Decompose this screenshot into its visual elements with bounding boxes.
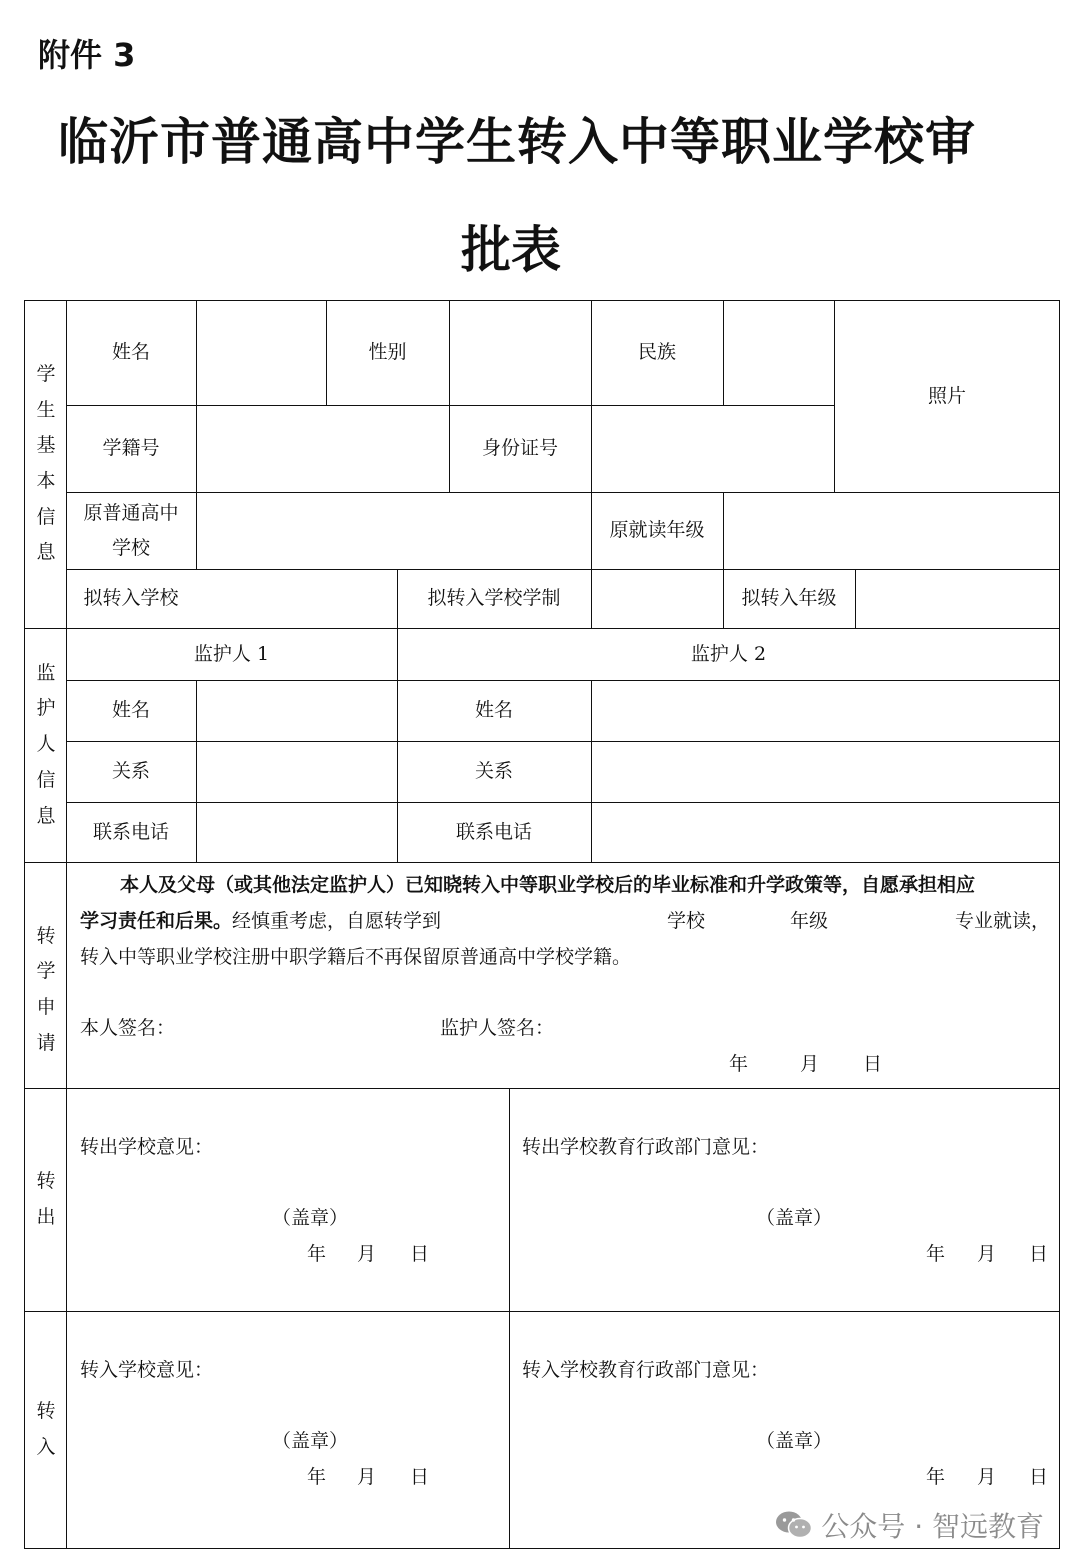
guardian1-phone-label: 联系电话 (92, 820, 169, 843)
guardian1-header: 监护人 1 (193, 642, 270, 665)
watermark-text: 公众号 · 智远教育 (821, 1510, 1044, 1543)
watermark (775, 1505, 1044, 1545)
original-school-field[interactable] (196, 492, 591, 569)
photo-box[interactable]: 照片 (927, 384, 966, 407)
guardian1-relation-label: 关系 (111, 760, 150, 783)
application-school-word: 学校 (667, 910, 706, 932)
application-date-month: 月 (800, 1053, 820, 1075)
application-statement-line1: 本人及父母（或其他法定监护人）已知晓转入中等职业学校后的毕业标准和升学政策等，自愿承担相应 (120, 874, 976, 896)
guardian2-name-label: 姓名 (474, 699, 513, 722)
application-statement-line3: 转入中等职业学校注册中职学籍后不再保留原普通高中学校学籍。 (80, 946, 632, 968)
out-school-date-day: 日 (410, 1243, 430, 1265)
guardian1-name-label: 姓名 (111, 699, 150, 722)
guardian1-name-field[interactable] (196, 680, 397, 741)
original-grade-label: 原就读年级 (609, 519, 705, 542)
application-statement-line2: 学习责任和后果。经慎重考虑，自愿转学到 (80, 910, 442, 932)
in-dept-date-month: 月 (977, 1466, 997, 1488)
gender-label: 性别 (368, 341, 407, 364)
out-school-date-year: 年 (307, 1243, 327, 1265)
guardian2-relation-field[interactable] (591, 741, 1060, 802)
out-dept-date-year: 年 (926, 1243, 946, 1265)
in-school-opinion-label: 转入学校意见： (80, 1359, 214, 1381)
in-dept-date-year: 年 (926, 1466, 946, 1488)
guardian2-phone-label: 联系电话 (455, 820, 532, 843)
student-id-label: 学籍号 (102, 437, 160, 460)
transfer-out-side-label: 转 出 (36, 1169, 56, 1228)
target-school-system-field[interactable] (591, 569, 723, 628)
student-id-field[interactable] (196, 405, 449, 492)
in-dept-date-day: 日 (1029, 1466, 1049, 1488)
out-dept-date-month: 月 (977, 1243, 997, 1265)
original-school-label: 原普通高中 学校 (83, 502, 179, 559)
application-date-year: 年 (729, 1053, 749, 1075)
guardian2-phone-field[interactable] (591, 802, 1060, 862)
application-major-word: 专业就读， (955, 910, 1051, 932)
original-grade-field[interactable] (723, 492, 1060, 569)
out-dept-seal: （盖章） (756, 1207, 833, 1229)
target-school-label: 拟转入学校 (83, 587, 179, 610)
target-school-field[interactable] (196, 569, 397, 628)
application-grade-word: 年级 (790, 910, 829, 932)
out-dept-opinion-label: 转出学校教育行政部门意见： (522, 1136, 770, 1158)
in-school-date-day: 日 (410, 1466, 430, 1488)
in-school-date-month: 月 (357, 1466, 377, 1488)
guardian-signature-label: 监护人签名： (440, 1017, 555, 1039)
application-date-day: 日 (863, 1053, 883, 1075)
ethnicity-label: 民族 (637, 341, 676, 364)
id-card-field[interactable] (591, 405, 834, 492)
wechat-icon (775, 1510, 813, 1540)
out-school-date-month: 月 (357, 1243, 377, 1265)
name-field[interactable] (196, 300, 326, 405)
guardian2-header: 监护人 2 (690, 642, 767, 665)
target-grade-label: 拟转入年级 (741, 587, 837, 610)
application-side-label: 转 学 申 请 (36, 924, 56, 1054)
guardian2-name-field[interactable] (591, 680, 1060, 741)
student-info-side-label: 学 生 基 本 信 息 (36, 362, 56, 564)
out-school-seal: （盖章） (272, 1207, 349, 1229)
guardian2-relation-label: 关系 (474, 760, 513, 783)
guardian1-relation-field[interactable] (196, 741, 397, 802)
id-card-label: 身份证号 (481, 437, 558, 460)
self-signature-label: 本人签名： (80, 1017, 176, 1039)
in-dept-opinion-label: 转入学校教育行政部门意见： (522, 1359, 770, 1381)
out-dept-date-day: 日 (1029, 1243, 1049, 1265)
name-label: 姓名 (111, 341, 150, 364)
ethnicity-field[interactable] (723, 300, 834, 405)
form-title-line2: 批表 (461, 221, 561, 279)
attachment-label: 附件 3 (38, 36, 136, 74)
gender-field[interactable] (449, 300, 591, 405)
target-school-system-label: 拟转入学校学制 (427, 587, 561, 610)
transfer-in-side-label: 转 入 (36, 1400, 56, 1458)
guardian1-phone-field[interactable] (196, 802, 397, 862)
out-school-opinion-label: 转出学校意见： (80, 1136, 214, 1158)
form-title-line1: 临沂市普通高中学生转入中等职业学校审 (58, 113, 976, 171)
target-grade-field[interactable] (855, 569, 1060, 628)
in-school-date-year: 年 (307, 1466, 327, 1488)
guardian-info-side-label: 监 护 人 信 息 (36, 661, 56, 827)
in-school-seal: （盖章） (272, 1430, 349, 1452)
in-dept-seal: （盖章） (756, 1430, 833, 1452)
